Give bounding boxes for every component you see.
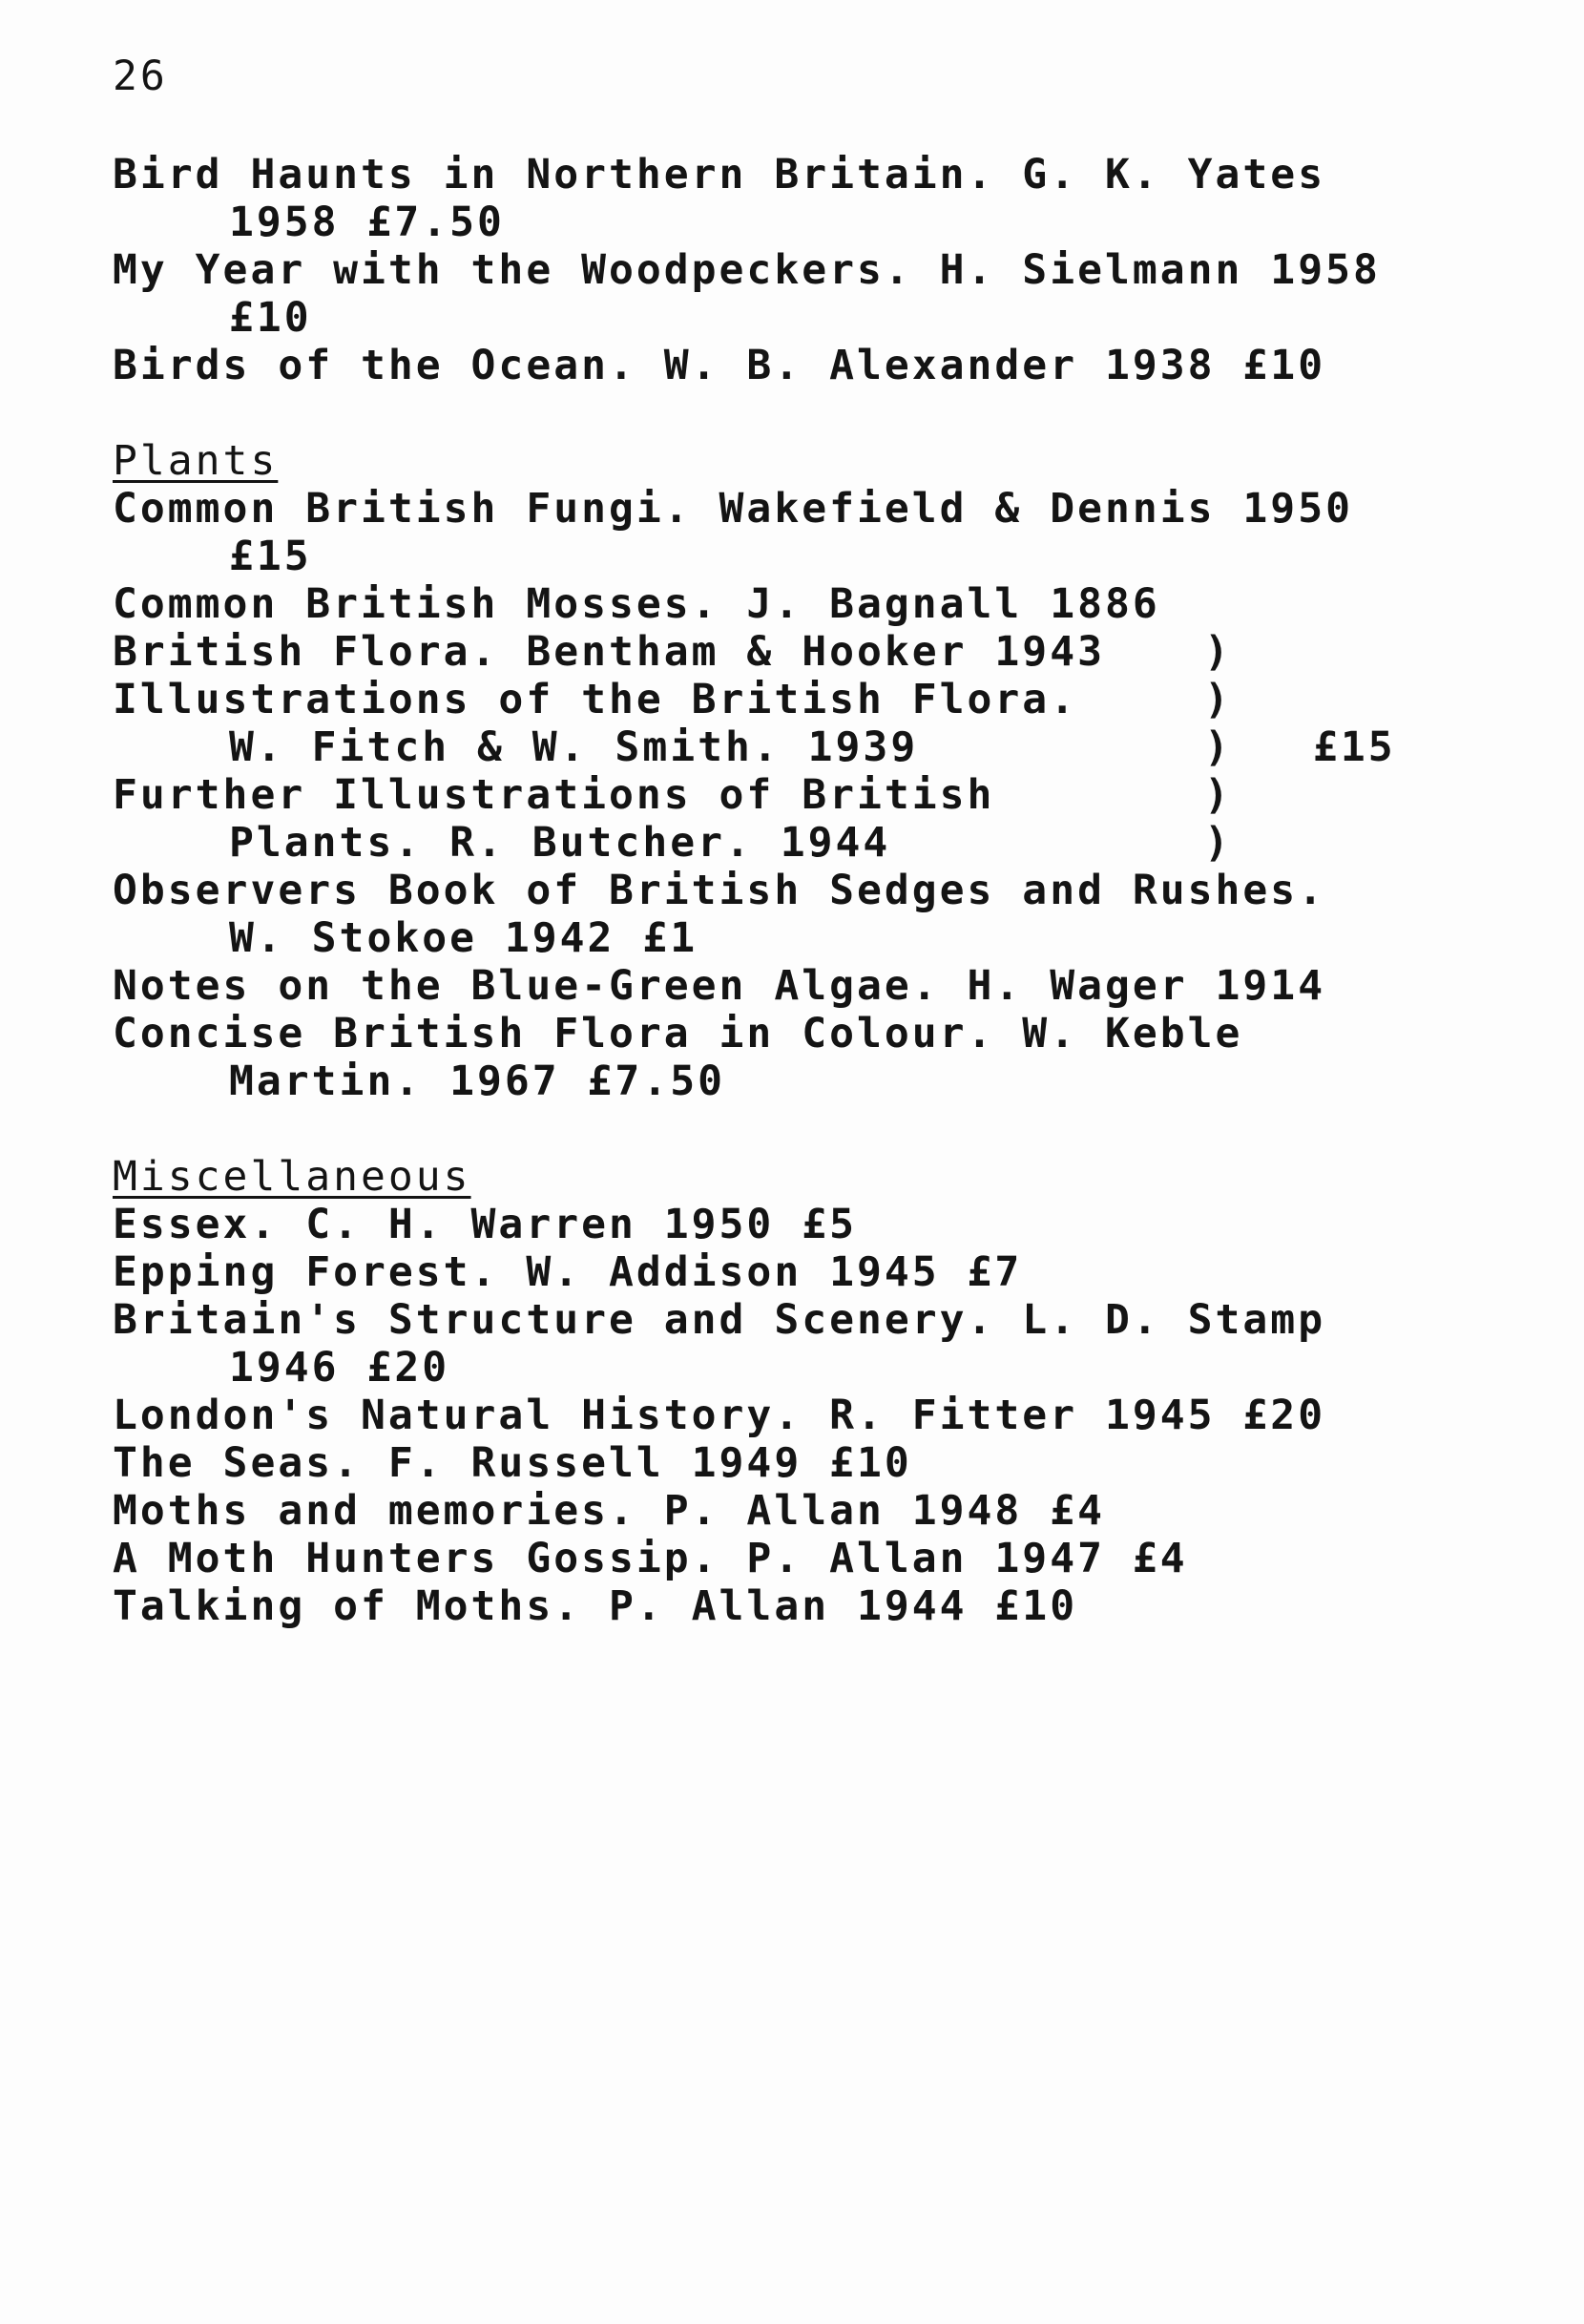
list-item: My Year with the Woodpeckers. H. Sielmann 1958 xyxy=(113,246,1381,294)
page-number: 26 xyxy=(113,52,168,100)
list-item-continuation: W. Stokoe 1942 £1 xyxy=(229,914,698,962)
list-item: Further Illustrations of British xyxy=(113,771,995,819)
group-brace: ) xyxy=(1204,628,1229,676)
list-item-continuation: Plants. R. Butcher. 1944 xyxy=(229,819,891,867)
list-item: Epping Forest. W. Addison 1945 £7 xyxy=(113,1248,1023,1296)
group-brace: ) xyxy=(1204,676,1229,723)
list-item: Observers Book of British Sedges and Rushes. xyxy=(113,867,1326,914)
section-heading-plants: Plants xyxy=(113,437,279,485)
group-brace: ) xyxy=(1204,771,1229,819)
section-heading-miscellaneous: Miscellaneous xyxy=(113,1153,471,1201)
group-brace: ) xyxy=(1204,819,1229,867)
list-item-continuation: 1958 £7.50 xyxy=(229,199,505,246)
list-item-continuation: £15 xyxy=(229,533,312,580)
list-item: Common British Fungi. Wakefield & Dennis 1950 xyxy=(113,485,1353,533)
list-item: Birds of the Ocean. W. B. Alexander 1938 £10 xyxy=(113,342,1326,389)
list-item: Bird Haunts in Northern Britain. G. K. Yates xyxy=(113,151,1326,199)
list-item: British Flora. Bentham & Hooker 1943 xyxy=(113,628,1105,676)
list-item: Essex. C. H. Warren 1950 £5 xyxy=(113,1201,857,1248)
list-item: Common British Mosses. J. Bagnall 1886 xyxy=(113,580,1160,628)
list-item: Illustrations of the British Flora. xyxy=(113,676,1078,723)
list-item: Talking of Moths. P. Allan 1944 £10 xyxy=(113,1582,1078,1630)
list-item: The Seas. F. Russell 1949 £10 xyxy=(113,1439,912,1487)
list-item: Concise British Flora in Colour. W. Keble xyxy=(113,1010,1243,1057)
list-item: Britain's Structure and Scenery. L. D. Stamp xyxy=(113,1296,1326,1344)
list-item-continuation: Martin. 1967 £7.50 xyxy=(229,1057,725,1105)
group-brace: ) xyxy=(1204,723,1229,771)
list-item: Moths and memories. P. Allan 1948 £4 xyxy=(113,1487,1105,1535)
list-item-continuation: W. Fitch & W. Smith. 1939 xyxy=(229,723,919,771)
list-item-continuation: £10 xyxy=(229,294,312,342)
list-item: A Moth Hunters Gossip. P. Allan 1947 £4 xyxy=(113,1535,1188,1582)
list-item: London's Natural History. R. Fitter 1945 £20 xyxy=(113,1392,1326,1439)
list-item: Notes on the Blue-Green Algae. H. Wager 1914 xyxy=(113,962,1326,1010)
list-item-continuation: 1946 £20 xyxy=(229,1344,450,1392)
group-price: £15 xyxy=(1313,723,1396,771)
